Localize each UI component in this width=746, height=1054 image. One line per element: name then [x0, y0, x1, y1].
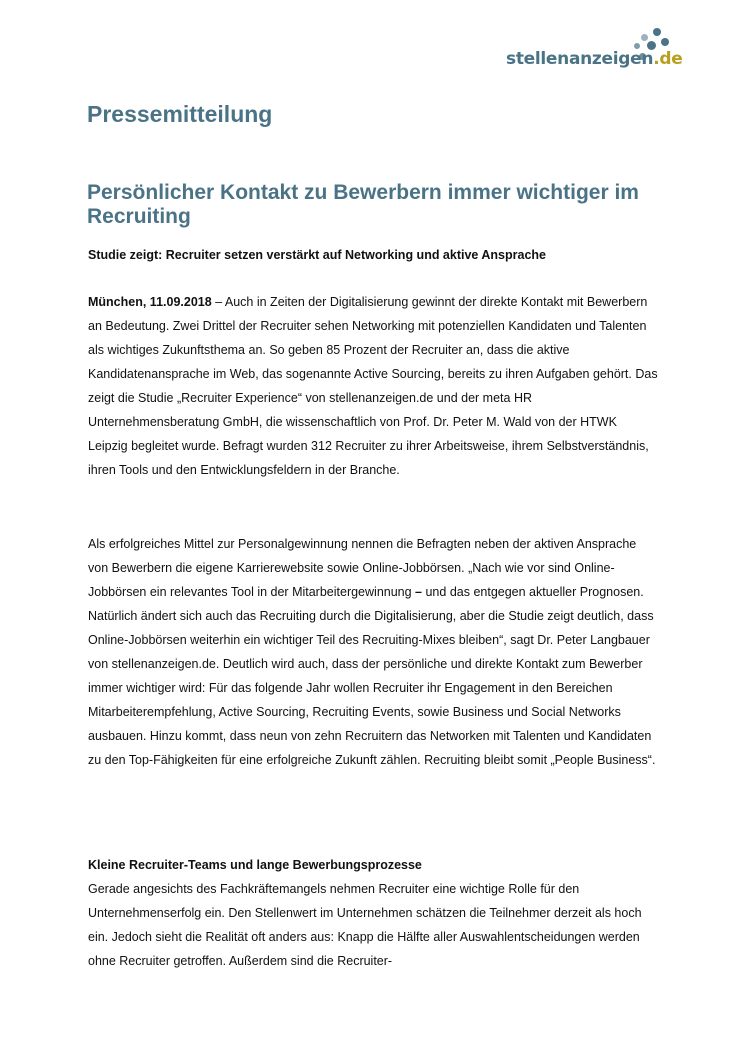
paragraph-1-body: – Auch in Zeiten der Digitalisierung gewinnt der direkte Kontakt mit Bewerbern an Bedeutung. Zwei Drittel der Recruiter sehen Networking mit potenziellen Kandidaten und Talenten als wichtiges Zukunftsthema an. So geben 85 Prozent der Recruiter an, dass die aktive Kandidatenansprache im Web, das sogenannte Active Sourcing, bereits zu ihren Aufgaben gehört. Das zeigt die Studie „Recruiter Experience“ von stellenanzeigen.de und der meta HR Unternehmensberatung GmbH, die wissenschaftlich von Prof. Dr. Peter M. Wald von der HTWK Leipzig begleitet wurde. Befragt wurden 312 Recruiter zu ihrer Arbeitsweise, ihrem Selbstverständnis, ihren Tools und den Entwicklungsfeldern in der Branche.	[88, 295, 658, 477]
paragraph-2	[88, 532, 658, 772]
subheadline: Studie zeigt: Recruiter setzen verstärkt auf Networking und aktive Ansprache	[88, 248, 546, 262]
paragraph-2-part-1: Als erfolgreiches Mittel zur Personalgewinnung nennen die Befragten neben der aktiven Ansprache von Bewerbern die eigene Karrierewebsite sowie Online-Jobbörsen. „Nach wie vor sind Online-Jobbörsen ein relevantes Tool in der Mitarbeitergewinnung	[88, 537, 637, 599]
headline: Persönlicher Kontakt zu Bewerbern immer wichtiger im Recruiting	[87, 181, 639, 228]
paragraph-2-part-2: und das entgegen aktueller Prognosen. Natürlich ändert sich auch das Recruiting durch die Digitalisierung, aber die Studie zeigt deutlich, dass Online-Jobbörsen weiterhin ein wichtiger Teil des Recruiting-Mixes bleiben“, sagt Dr. Peter Langbauer von stellenanzeigen.de. Deutlich wird auch, dass der persönliche und direkte Kontakt zum Bewerber immer wichtiger wird: Für das folgende Jahr wollen Recruiter ihr Engagement in den Bereichen Mitarbeiterempfehlung, Active Sourcing, Recruiting Events, sowie Business und Social Networks ausbauen. Hinzu kommt, dass neun von zehn Recruitern das Networken mit Talenten und Kandidaten zu den Top-Fähigkeiten für eine erfolgreiche Zukunft zählen. Recruiting bleibt somit „People Business“.	[88, 585, 656, 767]
logo-wordmark: stellenanzeigen.de	[506, 49, 683, 69]
logo-dot-icon	[641, 34, 648, 41]
paragraph-1	[88, 290, 658, 482]
dateline: München, 11.09.2018	[88, 295, 212, 309]
logo-dot-icon	[653, 28, 661, 36]
stellenanzeigen-logo	[506, 28, 683, 76]
paragraph-3-body: Gerade angesichts des Fachkräftemangels nehmen Recruiter eine wichtige Rolle für den Unternehmenserfolg ein. Den Stellenwert im Unternehmen schätzen die Teilnehmer derzeit als hoch ein. Jedoch sieht die Realität oft anders aus: Knapp die Hälfte aller Auswahlentscheidungen werden ohne Recruiter getroffen. Außerdem sind die Recruiter-	[88, 882, 642, 968]
section-heading: Kleine Recruiter-Teams und lange Bewerbungsprozesse	[88, 858, 422, 872]
paragraph-3	[88, 877, 658, 973]
paragraph-2-dash: –	[411, 585, 426, 599]
logo-dot-icon	[661, 38, 669, 46]
press-release-label: Pressemitteilung	[87, 101, 273, 127]
